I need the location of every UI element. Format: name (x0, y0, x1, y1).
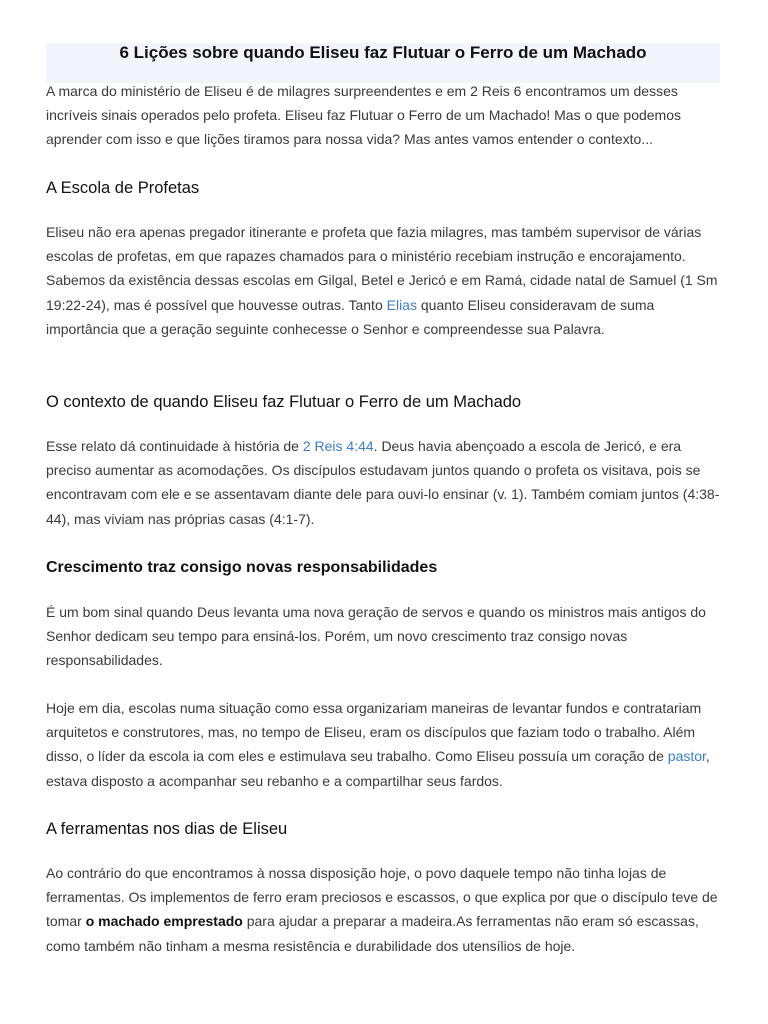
paragraph-text: Hoje em dia, escolas numa situação como essa organizariam maneiras de levantar fundos e contratariam arquitetos e construtores, mas, no tempo de Eliseu, eram os discípulos que faziam todo o trabalho. Além disso, o líder da escola ia com eles e estimulava seu trabalho. Como Eliseu possuía um coração de (46, 700, 702, 765)
section-heading-escola: A Escola de Profetas (46, 179, 200, 197)
paragraph-text: Esse relato dá continuidade à história de (46, 438, 303, 454)
paragraph-text: Ao contrário do que encontramos à nossa disposição hoje, o povo daquele tempo não tinha lojas de ferramentas. Os implementos de ferro eram preciosos e escassos, o que explica por que o discípulo teve de tomar (46, 865, 718, 930)
paragraph-text: Eliseu não era apenas pregador itinerante e profeta que fazia milagres, mas também supervisor de várias escolas de profetas, em que rapazes chamados para o ministério recebiam instrução e encorajamento. Sabemos da existência dessas escolas em Gilgal, Betel e Jericó e em Ramá, cidade natal de Samuel (1 Sm 19:22-24), mas é possível que houvesse outras. Tanto (46, 224, 718, 313)
section-crescimento-paragraph-1: É um bom sinal quando Deus levanta uma nova geração de servos e quando os ministros mais antigos do Senhor dedicam seu tempo para ensiná-los. Porém, um novo crescimento traz consigo novas responsabilidades. (46, 604, 706, 669)
section-escola-paragraph (46, 220, 722, 341)
paragraph-text: quanto Eliseu consideravam de suma importância que a geração seguinte conhecesse o Senhor e compreendesse sua Palavra. (46, 296, 655, 337)
link-elias[interactable]: Elias (386, 296, 417, 313)
link-2-reis-4-44[interactable]: 2 Reis 4:44 (302, 438, 374, 454)
bold-text-machado-emprestado: o machado emprestado (85, 913, 243, 930)
intro-paragraph: A marca do ministério de Eliseu é de milagres surpreendentes e em 2 Reis 6 encontramos um desses incríveis sinais operados pelo profeta. Eliseu faz Flutuar o Ferro de um Machado! Mas o que podemos aprender com isso e que lições tiramos para nossa vida? Mas antes vamos entender o contexto... (46, 83, 681, 148)
section-ferramentas-paragraph (46, 861, 722, 958)
paragraph-text: . Deus havia abençoado a escola de Jericó, e era preciso aumentar as acomodações. Os discípulos estudavam juntos quando o profeta os visitava, pois se encontravam com ele e se assentavam diante dele para ouvi-lo ensinar (v. 1). Também comiam juntos (4:38-44), mas viviam nas próprias casas (4:1-7). (46, 438, 720, 527)
article-title: 6 Lições sobre quando Eliseu faz Flutuar o Ferro de um Machado (119, 43, 647, 62)
section-heading-ferramentas: A ferramentas nos dias de Eliseu (46, 820, 288, 838)
link-pastor[interactable]: pastor (667, 748, 706, 765)
paragraph-text: para ajudar a preparar a madeira.As ferramentas não eram só escassas, como também não tinham a mesma resistência e durabilidade dos utensílios de hoje. (46, 913, 699, 954)
section-heading-contexto: O contexto de quando Eliseu faz Flutuar o Ferro de um Machado (46, 393, 522, 411)
paragraph-text: , estava disposto a acompanhar seu rebanho e a compartilhar seus fardos. (46, 748, 710, 789)
section-heading-crescimento: Crescimento traz consigo novas responsabilidades (46, 559, 438, 576)
section-contexto-paragraph (46, 434, 722, 531)
section-crescimento-paragraph-2 (46, 696, 722, 793)
